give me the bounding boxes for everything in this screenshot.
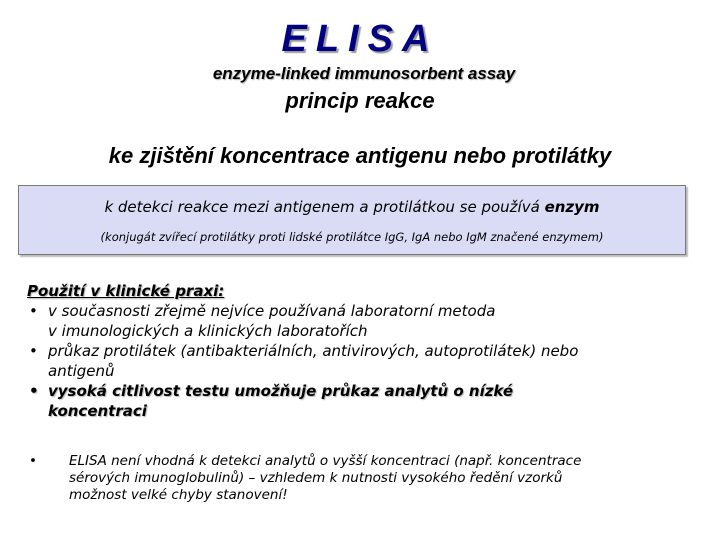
conjugate-note: (konjugát zvířecí protilátky proti lidské protilátce IgG, IgA nebo IgM značené enzymem): [100, 230, 604, 244]
slide-subtitle: enzyme-linked immunosorbent assay: [212, 64, 516, 83]
list-item: [27, 301, 707, 341]
list-item-line: v současnosti zřejmě nejvíce používaná laboratorní metoda: [48, 302, 496, 320]
note-line: možnost velké chyby stanovení!: [69, 487, 288, 503]
enzyme-info-emphasis: enzym: [544, 198, 600, 216]
list-item-line: vysoká citlivost testu umožňuje průkaz analytů o nízké: [48, 382, 514, 400]
list-item: [27, 341, 707, 381]
note-line: sérových imunoglobulinů) – vzhledem k nutnosti vysokého ředění vzorků: [69, 470, 563, 486]
bullet-icon: •: [29, 453, 37, 469]
note-line: ELISA není vhodná k detekci analytů o vyšší koncentraci (např. koncentrace: [69, 453, 582, 469]
purpose-headline: ke zjištění koncentrace antigenu nebo protilátky: [108, 143, 612, 168]
list-item-line: antigenů: [48, 362, 115, 380]
bullet-icon: •: [29, 342, 38, 360]
list-item: [27, 453, 687, 504]
enzyme-info-prefix: k detekci reakce mezi antigenem a protilátkou se používá: [104, 198, 545, 216]
bullet-icon: •: [29, 382, 39, 400]
clinical-usage-heading: Použití v klinické praxi:: [27, 282, 225, 300]
list-item-line: průkaz protilátek (antibakteriálních, antivirových, autoprotilátek) nebo: [48, 342, 579, 360]
limitation-note: [27, 453, 687, 504]
clinical-usage-list: [27, 301, 707, 421]
slide-title: ELISA: [281, 18, 439, 60]
bullet-icon: •: [29, 302, 38, 320]
list-item-line: koncentraci: [48, 402, 147, 420]
principle-heading: princip reakce: [285, 88, 435, 113]
list-item-line: v imunologických a klinických laboratořích: [48, 322, 368, 340]
enzyme-info-box: [18, 185, 686, 255]
clinical-usage-section: [27, 281, 707, 421]
enzyme-info-text: [19, 198, 685, 216]
list-item: [27, 381, 707, 421]
